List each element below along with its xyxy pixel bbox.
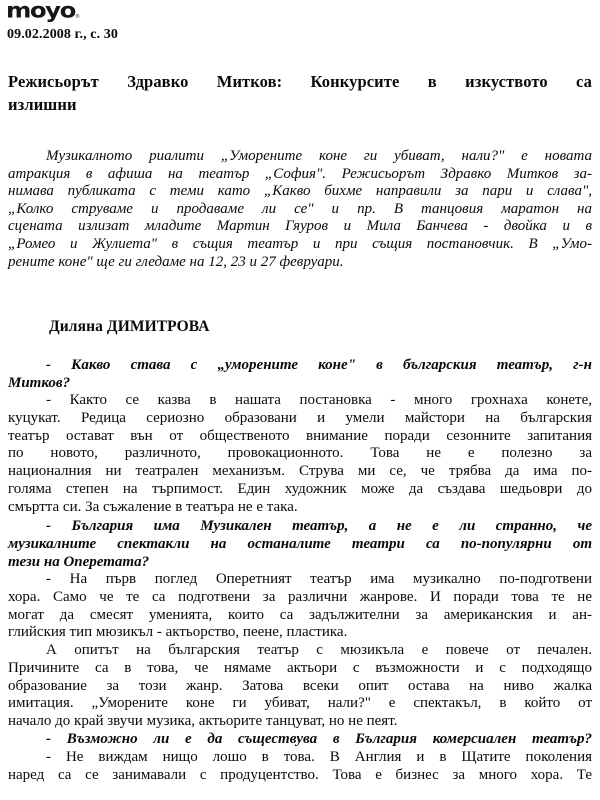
- lead-line: сцената излизат младите Мартин Гяуров и Мила Банчева - двойка и в: [8, 218, 592, 235]
- interview-question: [8, 357, 592, 393]
- answer-line: А опитът на българския театър с мюзикъла е повече от печален.: [46, 642, 592, 658]
- page-title: [8, 70, 592, 116]
- lead-line: нимава публиката с теми като „Какво бихме направили за пари и слава",: [8, 183, 592, 200]
- lead-line: атракция в афиша на театър „София". Режисьорът Здравко Митков за-: [8, 165, 592, 182]
- interview-question: [8, 518, 592, 571]
- question-line: - Какво става с „уморените коне" в българския театър, г-н: [46, 357, 592, 373]
- answer-line: - На първ поглед Оперетният театър има музикално по-подготвени: [46, 571, 592, 587]
- interview-answer: [8, 571, 592, 642]
- lead-line: „Ромео и Жулиета" в същия театър и при същия постановчик. В „Умо-: [8, 235, 592, 252]
- masthead: [6, 0, 80, 25]
- question-line: - Възможно ли е да съществува в България комерсиален театър?: [46, 731, 592, 747]
- trademark-icon: ®: [75, 14, 80, 20]
- answer-line: театър остават вън от общественото внимание поради сезонните запитания: [8, 427, 592, 444]
- page-title-line-2: излишни: [8, 95, 77, 115]
- interview-answer: [8, 392, 592, 517]
- answer-line: имитация. „Уморените коне ги убиват, нали?" е спектакъл, в който от: [8, 695, 592, 712]
- answer-line: куцукат. Редица сериозно образовани и умели майстори на българския: [8, 409, 592, 426]
- lead-line: „Колко струваме и продаваме ли се" и пр. В танцовия маратон на: [8, 200, 592, 217]
- lead-line: Музикалното риалити „Уморените коне ги убиват, нали?" е новата: [46, 148, 592, 164]
- answer-line: Причините са в това, че нямаме актьори с възможности и с подходящо: [8, 659, 592, 676]
- answer-line: националния ни театрален механизъм. Струва ми се, че трябва да има по-: [8, 463, 592, 480]
- dateline: 09.02.2008 г., с. 30: [7, 27, 118, 42]
- answer-line: могат да смесят умениятa, които са задължителни за американския и ан-: [8, 606, 592, 623]
- interview-answer: [8, 749, 592, 785]
- question-line: - България има Музикален театър, а не е ли странно, че: [46, 518, 592, 534]
- question-line: музикалните спектакли на останалите театри са по-популярни от: [8, 535, 592, 552]
- answer-line: глийския тип мюзикъл - актьорство, пеене, пластика.: [8, 624, 348, 641]
- lead-line: рените коне" ще ги гледаме на 12, 23 и 27 февруари.: [8, 253, 344, 270]
- answer-line: образование за този жанр. Затова всеки опит остава на ниво жалка: [8, 677, 592, 694]
- article-lead: [8, 148, 592, 271]
- magazine-logo-text: moyo: [6, 0, 75, 24]
- answer-line: начало до край звучи музика, актьорите танцуват, но не пеят.: [8, 713, 398, 730]
- answer-line: - Не виждам нищо лошо в това. В Англия и в Щатите поколения: [46, 749, 592, 765]
- interview-question: [8, 731, 592, 749]
- interview-answer: [8, 642, 592, 731]
- answer-line: голяма степен на търпимост. Един художник може да създава шедьоври до: [8, 480, 592, 497]
- answer-line: - Както се казва в нашата постановка - много грохнаха конете,: [46, 392, 592, 408]
- question-line: тези на Оперетата?: [8, 553, 150, 570]
- answer-line: смъртта си. За съжаление в театъра не е така.: [8, 498, 298, 515]
- answer-line: наред са се занимавали с продуцентство. Това е бизнес за много хора. Те: [8, 766, 592, 783]
- answer-line: по новото, различното, провокационното. Това не е полезно за: [8, 445, 592, 462]
- question-line: Митков?: [8, 374, 71, 391]
- page-title-line-1: Режисьорът Здравко Митков: Конкурсите в изкуството са: [8, 72, 592, 92]
- byline-author: Диляна ДИМИТРОВА: [49, 318, 210, 335]
- answer-line: хора. Само че те са подготвени за различни жанрове. И поради това те не: [8, 588, 592, 605]
- magazine-logo: [6, 0, 80, 24]
